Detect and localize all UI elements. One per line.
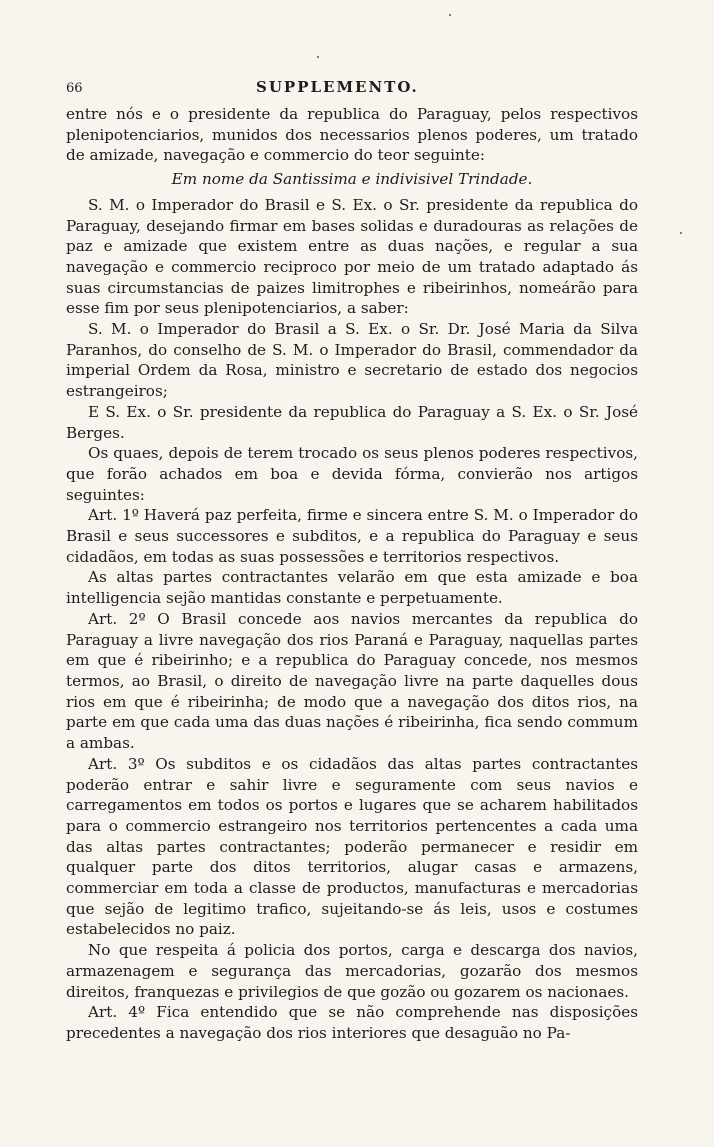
paragraph: Os quaes, depois de terem trocado os seus plenos poderes respectivos, que forão achados em boa e devida fórma, convierão nos artigos seguintes: (66, 444, 638, 504)
page-header (66, 78, 638, 100)
book-page (66, 78, 638, 1044)
body-text (66, 104, 638, 1044)
paragraph: entre nós e o presidente da republica do Paraguay, pelos respectivos plenipotenciarios, munidos dos necessarios plenos poderes, um tratado de amizade, navegação e commercio do teor seguinte: (66, 105, 638, 165)
invocation-line: Em nome da Santissima e indivisivel Trindade. (171, 170, 533, 189)
ink-speck (680, 232, 682, 234)
paragraph: S. M. o Imperador do Brasil a S. Ex. o Sr. Dr. José Maria da Silva Paranhos, do conselho de S. M. o Imperador do Brasil, commendador da imperial Ordem da Rosa, ministro e secretario de estado dos negocios estrangeiros; (66, 320, 638, 401)
article-3: Art. 3º Os subditos e os cidadãos das altas partes contractantes poderão entrar e sahir livre e seguramente com seus navios e carregamentos em todos os portos e lugares que se acharem habilitados para o commercio estrangeiro nos territorios pertencentes a cada uma das altas partes contractantes; poderão permanecer e residir em qualquer parte dos ditos territorios, alugar casas e armazens, commerciar em toda a classe de productos, manufacturas e mercadorias que sejão de legitimo trafico, sujeitando-se ás leis, usos e costumes estabelecidos no paiz. (66, 754, 638, 939)
article-1: Art. 1º Haverá paz perfeita, firme e sincera entre S. M. o Imperador do Brasil e seus successores e subditos, e a republica do Paraguay e seus cidadãos, em todas as suas possessões e territorios respectivos. (66, 506, 638, 566)
paragraph: As altas partes contractantes velarão em que esta amizade e boa intelligencia sejão mantidas constante e perpetuamente. (66, 568, 638, 608)
paragraph: No que respeita á policia dos portos, carga e descarga dos navios, armazenagem e segurança das mercadorias, gozarão dos mesmos direitos, franquezas e privilegios de que gozão ou gozarem os nacionaes. (66, 941, 638, 1001)
ink-speck (317, 56, 319, 58)
paragraph: S. M. o Imperador do Brasil e S. Ex. o Sr. presidente da republica do Paraguay, desejando firmar em bases solidas e duradouras as relações de paz e amizade que existem entre as duas nações, e regular a sua navegação e commercio reciproco por meio de um tratado adaptado ás suas circumstancias de paizes limitrophes e ribeirinhos, nomeárão para esse fim por seus plenipotenciarios, a saber: (66, 195, 638, 318)
running-title: SUPPLEMENTO. (256, 78, 419, 96)
article-4: Art. 4º Fica entendido que se não comprehende nas disposições precedentes a navegação dos rios interiores que desaguão no Pa- (66, 1003, 638, 1042)
page-number: 66 (66, 81, 83, 96)
paragraph: E S. Ex. o Sr. presidente da republica do Paraguay a S. Ex. o Sr. José Berges. (66, 402, 638, 442)
article-2: Art. 2º O Brasil concede aos navios mercantes da republica do Paraguay a livre navegação dos rios Paraná e Paraguay, naquellas partes em que é ribeirinho; e a republica do Paraguay concede, nos mesmos termos, ao Brasil, o direito de navegação livre na parte daquelles dous rios em que é ribeirinha; de modo que a navegação dos ditos rios, na parte em que cada uma das duas nações é ribeirinha, fica sendo commum a ambas. (66, 609, 638, 753)
ink-speck (449, 14, 451, 16)
